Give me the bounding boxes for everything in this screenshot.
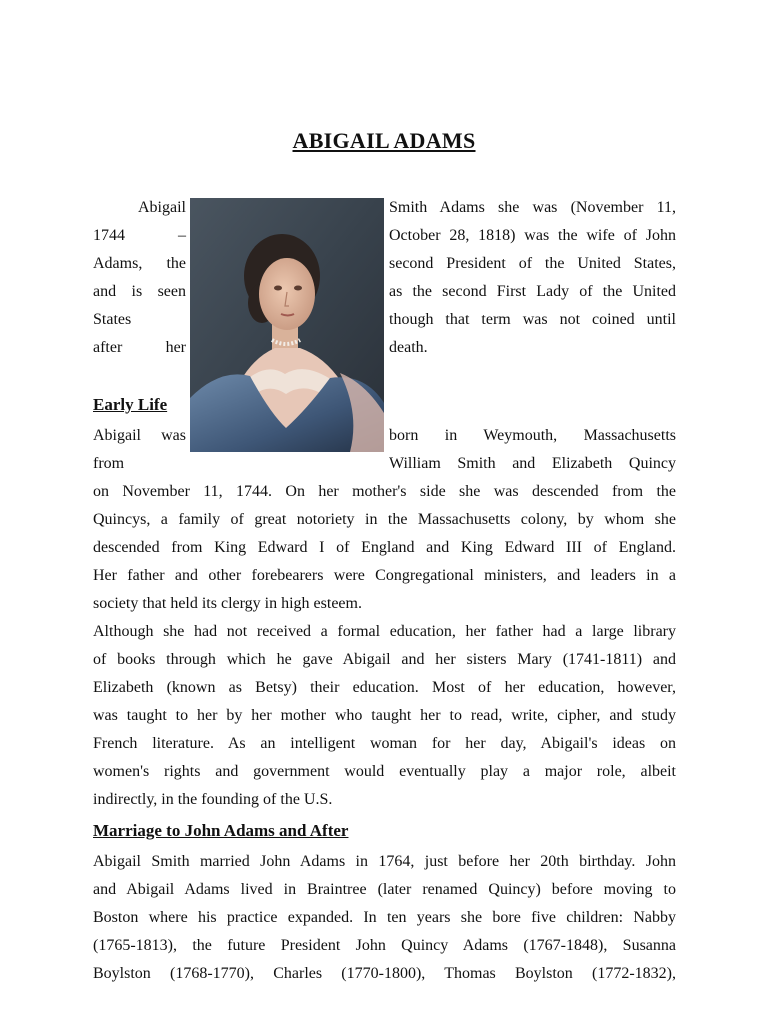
portrait-image — [190, 198, 384, 452]
page-title: ABIGAIL ADAMS — [292, 128, 476, 153]
body-line: Abigail Smith married John Adams in 1764, just before her 20th birthday. John — [93, 853, 676, 870]
intro-right-line: as the second First Lady of the United — [389, 283, 676, 300]
early-life-wrap-left: Abigail was — [93, 427, 186, 444]
body-line: (1765-1813), the future President John Quincy Adams (1767-1848), Susanna — [93, 937, 676, 954]
intro-left-line: and is seen — [93, 283, 186, 300]
body-line: Although she had not received a formal education, her father had a large library — [93, 623, 676, 640]
body-line: Quincys, a family of great notoriety in the Massachusetts colony, by whom she — [93, 511, 676, 528]
marriage-heading: Marriage to John Adams and After — [93, 821, 349, 840]
body-line: Elizabeth (known as Betsy) their education. Most of her education, however, — [93, 679, 676, 696]
body-line: on November 11, 1744. On her mother's side she was descended from the — [93, 483, 676, 500]
body-line: and Abigail Adams lived in Braintree (later renamed Quincy) before moving to — [93, 881, 676, 898]
intro-right-line: October 28, 1818) was the wife of John — [389, 227, 676, 244]
intro-left-line: States — [93, 311, 132, 328]
intro-right-line: death. — [389, 339, 428, 356]
intro-right-line: second President of the United States, — [389, 255, 676, 272]
intro-left-line: after her — [93, 339, 186, 356]
intro-left-line: Abigail — [138, 199, 186, 216]
body-line: Boston where his practice expanded. In ten years she bore five children: Nabby — [93, 909, 676, 926]
intro-right-line: though that term was not coined until — [389, 311, 676, 328]
body-line: women's rights and government would eventually play a major role, albeit — [93, 763, 676, 780]
body-line: descended from King Edward I of England and King Edward III of England. — [93, 539, 676, 556]
intro-right-line: Smith Adams she was (November 11, — [389, 199, 676, 216]
body-line: Boylston (1768-1770), Charles (1770-1800), Thomas Boylston (1772-1832), — [93, 965, 676, 982]
early-life-wrap-right: William Smith and Elizabeth Quincy — [389, 455, 676, 472]
body-line: of books through which he gave Abigail and her sisters Mary (1741-1811) and — [93, 651, 676, 668]
early-life-heading: Early Life — [93, 395, 168, 414]
early-life-wrap-right: born in Weymouth, Massachusetts — [389, 427, 676, 444]
body-line: Her father and other forebearers were Congregational ministers, and leaders in a — [93, 567, 676, 584]
intro-left-line: 1744 – — [93, 227, 186, 244]
early-life-wrap-left: from — [93, 455, 125, 472]
intro-left-line: Adams, the — [93, 255, 186, 272]
body-line: indirectly, in the founding of the U.S. — [93, 791, 333, 808]
body-line: society that held its clergy in high esteem. — [93, 595, 362, 612]
portrait-painting — [190, 198, 384, 452]
body-line: was taught to her by her mother who taught her to read, write, cipher, and study — [93, 707, 676, 724]
body-line: French literature. As an intelligent woman for her day, Abigail's ideas on — [93, 735, 676, 752]
